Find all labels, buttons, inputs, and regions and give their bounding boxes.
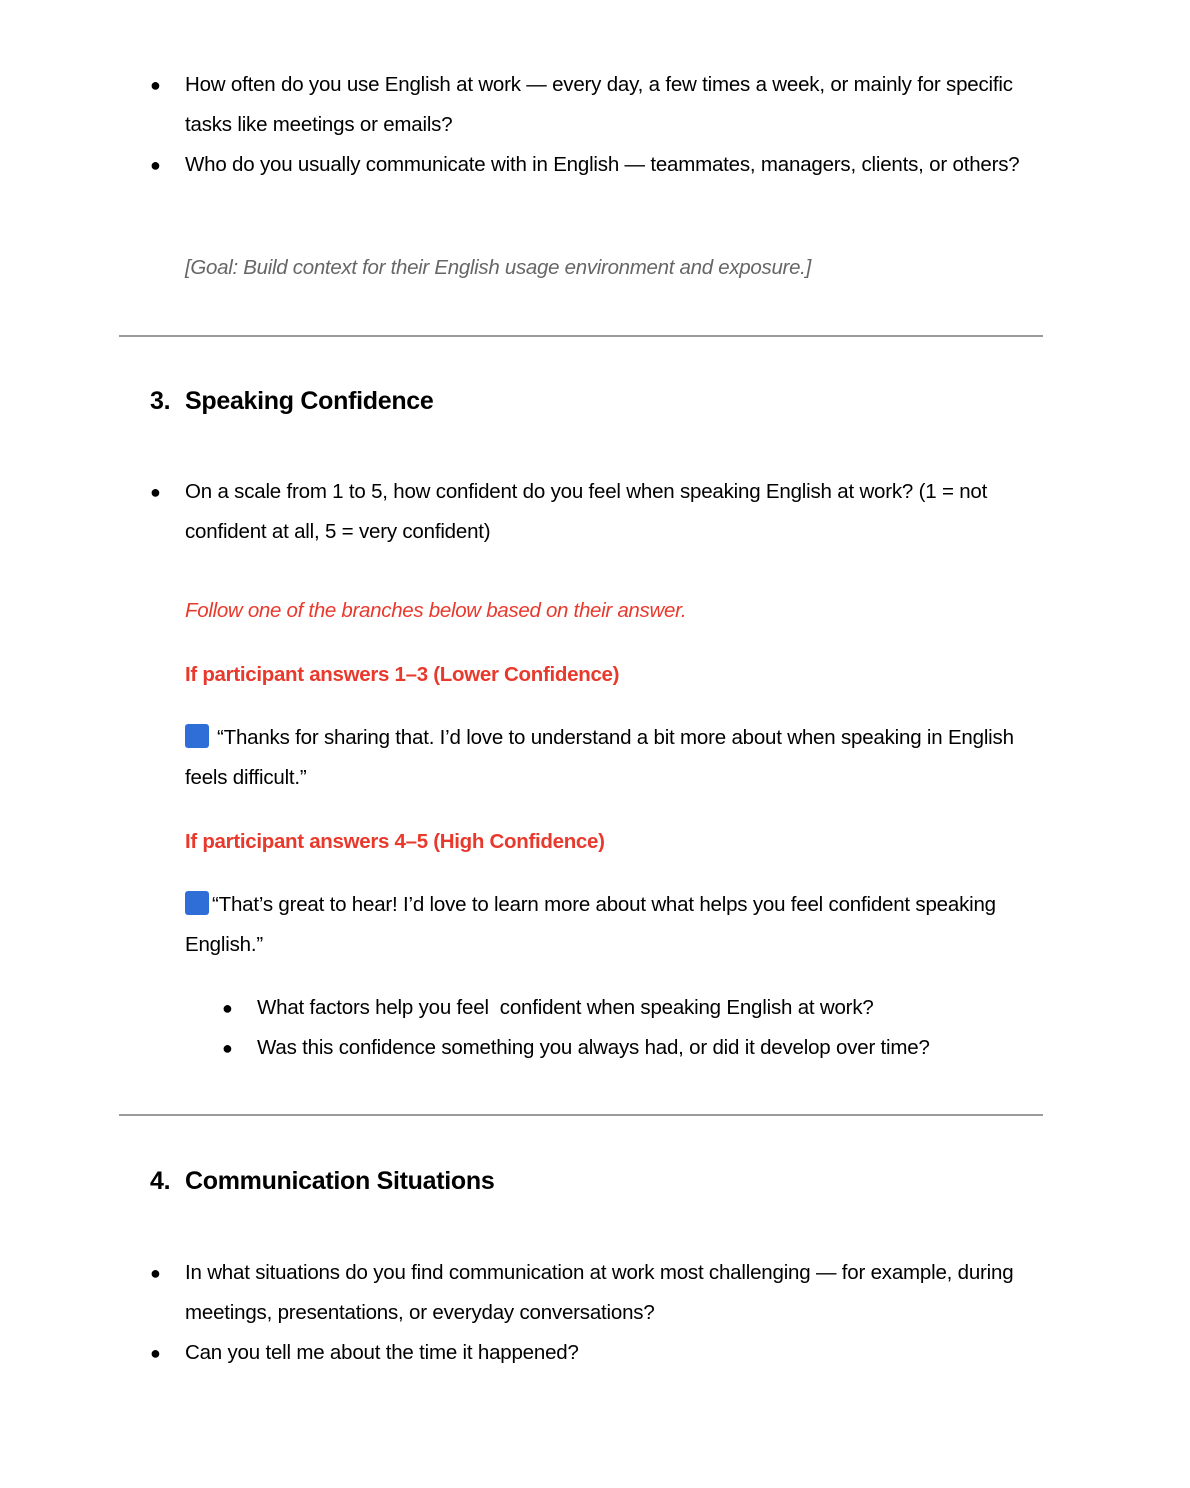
section-heading-communication-situations	[150, 1163, 494, 1199]
list-item-text: In what situations do you find communication at work most challenging — for example, during meetings, presentations, or everyday conversations?	[185, 1261, 1014, 1324]
blue-square-icon	[185, 891, 209, 915]
goal-note: [Goal: Build context for their English usage environment and exposure.]	[185, 256, 811, 279]
branch-quote-high-confidence	[185, 885, 1015, 965]
confidence-question-list	[0, 472, 1190, 552]
blue-square-icon	[185, 724, 209, 748]
list-item	[0, 65, 1035, 145]
bullet-icon: ●	[150, 75, 161, 95]
communication-question-list	[0, 1253, 1190, 1373]
bullet-icon: ●	[150, 1343, 161, 1363]
section-divider	[119, 1114, 1043, 1116]
list-item	[0, 988, 1037, 1028]
quote-text: “Thanks for sharing that. I’d love to understand a bit more about when speaking in English feels difficult.”	[185, 726, 1014, 789]
list-item-text: On a scale from 1 to 5, how confident do you feel when speaking English at work? (1 = not confident at all, 5 = very confident)	[185, 480, 988, 543]
intro-bullet-list	[0, 65, 1190, 185]
list-item	[0, 472, 1035, 552]
list-item	[0, 1028, 1037, 1068]
section-divider	[119, 335, 1043, 337]
branch-instruction: Follow one of the branches below based on their answer.	[185, 599, 687, 622]
list-item	[0, 145, 1035, 185]
bullet-icon: ●	[150, 1263, 161, 1283]
section-title: Speaking Confidence	[185, 387, 434, 415]
list-item	[0, 1253, 1035, 1333]
list-item-text: How often do you use English at work — every day, a few times a week, or mainly for specific tasks like meetings or emails?	[185, 73, 1013, 136]
list-item-text: Can you tell me about the time it happened?	[185, 1341, 579, 1364]
list-item-text: What factors help you feel confident when speaking English at work?	[257, 996, 874, 1019]
section-heading-speaking-confidence	[150, 383, 434, 419]
quote-text: “That’s great to hear! I’d love to learn more about what helps you feel confident speaking English.”	[185, 893, 996, 956]
branch-label-high-confidence: If participant answers 4–5 (High Confidence)	[185, 830, 605, 853]
section-title: Communication Situations	[185, 1167, 495, 1195]
bullet-icon: ●	[150, 482, 161, 502]
section-number: 4.	[150, 1167, 171, 1195]
branch-label-low-confidence: If participant answers 1–3 (Lower Confidence)	[185, 663, 620, 686]
high-confidence-followup-list	[0, 988, 1190, 1068]
bullet-icon: ●	[222, 1038, 233, 1058]
list-item-text: Who do you usually communicate with in English — teammates, managers, clients, or others?	[185, 153, 1020, 176]
list-item-text: Was this confidence something you always had, or did it develop over time?	[257, 1036, 930, 1059]
section-number: 3.	[150, 387, 171, 415]
bullet-icon: ●	[150, 155, 161, 175]
branch-quote-low-confidence	[185, 718, 1015, 798]
list-item	[0, 1333, 1035, 1373]
bullet-icon: ●	[222, 998, 233, 1018]
